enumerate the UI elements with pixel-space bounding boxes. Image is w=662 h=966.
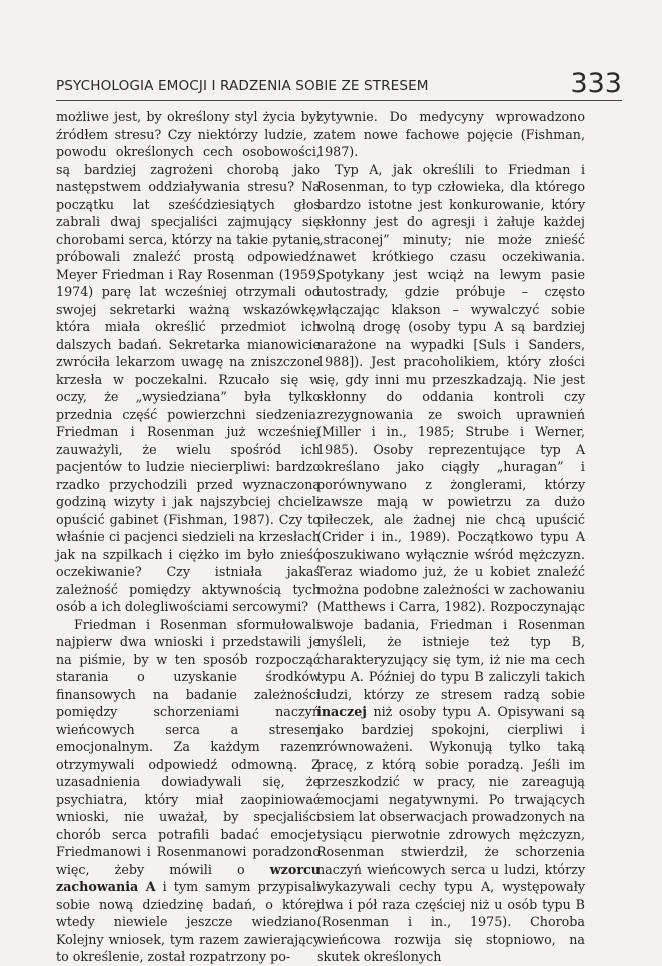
left-paragraph-2-text-b: i tym samym przypisali sobie nową dziedzinę badań, o której wtedy niewiele jeszcze wiedziano. Kolejny wniosek, tym razem zawierający to określenie, został rozpatrzony po- [56,879,320,964]
left-paragraph-2-text-a: Friedman i Rosenman sformułowali najpierw dwa wnioski i przedstawili je na piśmie, by w ten sposób rozpocząć starania o uzyskanie środków finansowych na badanie zależności pomiędzy schorzeniami naczyń wieńcowych serca a stresem emocjonalnym. Za każdym razem otrzymywali odpowiedź odmowną. Z uzasadnienia dowiadywali się, że psychiatra, który miał zaopiniować wnioski, nie uważał, by specjaliści chorób serca potrafili badać emocje. Friedmanowi i Rosenmanowi poradzono więc, żeby mówili o [56,616,320,877]
bold-term-inaczej: inaczej [317,704,367,719]
header-rule [56,100,622,101]
page-header [56,66,622,98]
right-paragraph-2-text-a: Typ A, jak określili to Friedman i Rosenman, to typ człowieka, dla którego bardzo istotne jest konkurowanie, który skłonny jest do agresji i żałuje każdej „straconej” minuty; nie może znieść nawet krótkiego czasu oczekiwania. Spotykany jest wciąż na lewym pasie autostrady, gdzie próbuje – często włączając klakson – wywalczyć sobie wolną drogę (osoby typu A są bardziej narażone na wypadki [Suls i Sanders, 1988]). Jest pracoholikiem, który złości się, gdy inni mu przeszkadzają. Nie jest skłonny do oddania kontroli czy zrezygnowania ze swoich uprawnień (Miller i in., 1985; Strube i Werner, 1985). Osoby reprezentujące typ A określano jako ciągły „huragan” i porównywano z żonglerami, którzy zawsze mają w powietrzu za dużo piłeczek, ale żadnej nie chcą upuścić (Crider i in., 1989). Początkowo typu A poszukiwano wyłącznie wśród mężczyzn. Teraz wiadomo już, że u kobiet znaleźć można podobne zależności w zachowaniu (Matthews i Carra, 1982). Rozpoczynając swoje badania, Friedman i Rosenman myśleli, że istnieje też typ B, charakteryzujący się tym, iż nie ma cech typu A. Później do typu B zaliczyli takich ludzi, którzy ze stresem radzą sobie [317,161,585,702]
page-number: 333 [570,68,622,99]
right-paragraph-2-text-b: niż osoby typu A. Opisywani są jako bardziej spokojni, cierpliwi i zrównoważeni. Wykonują tylko taką pracę, z którą sobie poradzą. Jeśli im przeszkodzić w pracy, nie zareagują emocjami negatywnymi. Po trwających osiem lat obserwacjach prowadzonych na tysiącu pierwotnie zdrowych mężczyzn, Rosenman stwierdził, że schorzenia naczyń wieńcowych serca u ludzi, którzy wykazywali cechy typu A, występowały dwa i pół raza częściej niż u osób typu B (Rosenman i in., 1975). Choroba wieńcowa rozwija się stopniowo, na skutek określonych [317,704,585,964]
right-column [317,108,585,966]
running-title: PSYCHOLOGIA EMOCJI I RADZENIA SOBIE ZE STRESEM [56,78,429,94]
right-paragraph-2 [317,161,585,966]
left-column [56,108,320,966]
left-paragraph-1: możliwe jest, by określony styl życia był źródłem stresu? Czy niektórzy ludzie, z powodu określonych cech osobowości, są bardziej zagrożeni chorobą jako następstwem oddziaływania stresu? Na początku lat sześćdziesiątych głos zabrali dwaj specjaliści zajmujący się chorobami serca, którzy na takie pytanie próbowali znaleźć prostą odpowiedź. Meyer Friedman i Ray Rosenman (1959, 1974) parę lat wcześniej otrzymali od swojej sekretarki ważną wskazówkę, która miała określić przedmiot ich dalszych badań. Sekretarka mianowicie zwróciła lekarzom uwagę na zniszczone krzesła w poczekalni. Rzucało się w oczy, że „wysiedziana” była tylko przednia część powierzchni siedzenia. Friedman i Rosenman już wcześniej zauważyli, że wielu spośród ich pacjentów to ludzie niecierpliwi: bardzo rzadko przychodzili przed wyznaczoną godziną wizyty i jak najszybciej chcieli opuścić gabinet (Fishman, 1987). Czy to właśnie ci pacjenci siedzieli na krzesłach jak na szpilkach i ciężko im było znieść oczekiwanie? Czy istniała jakaś zależność pomiędzy aktywnością tych osób a ich dolegliwościami sercowymi? [56,109,320,614]
right-paragraph-1: zytywnie. Do medycyny wprowadzono zatem nowe fachowe pojęcie (Fishman, 1987). [317,109,585,159]
left-paragraph-2 [56,616,320,966]
bold-term-type-a-pattern: wzorcu zachowania A [56,861,320,894]
